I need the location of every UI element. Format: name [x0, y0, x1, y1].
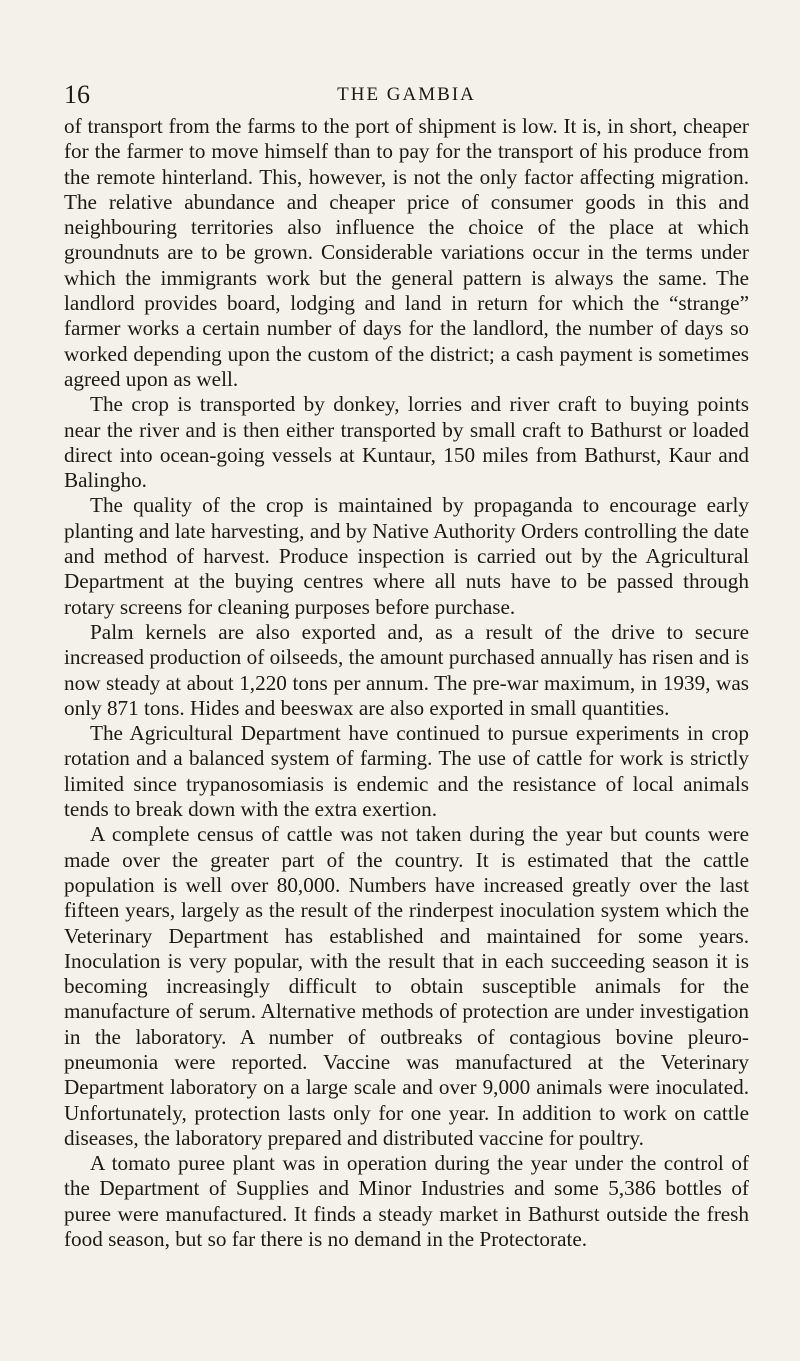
- body-text: [64, 114, 749, 1252]
- page-number: 16: [64, 80, 90, 109]
- running-head: [64, 80, 749, 110]
- paragraph-crop-transport: The crop is transported by donkey, lorries and river craft to buying points near the river and is then either transported by small craft to Bathurst or loaded direct into ocean-going vessels at Kuntaur, 150 miles from Bathurst, Kaur and Balingho.: [64, 392, 749, 493]
- running-title: THE GAMBIA: [337, 84, 476, 105]
- paragraph-continued: of transport from the farms to the port of shipment is low. It is, in short, cheaper for the farmer to move himself than to pay for the transport of his produce from the remote hinterland. This, however, is not the only factor affecting migration. The relative abundance and cheaper price of consumer goods in this and neighbouring territories also influence the choice of the place at which groundnuts are to be grown. Considerable variations occur in the terms under which the immigrants work but the general pattern is always the same. The landlord provides board, lodging and land in return for which the “strange” farmer works a certain number of days for the landlord, the number of days so worked depending upon the custom of the district; a cash payment is sometimes agreed upon as well.: [64, 114, 749, 391]
- paragraph-palm-kernels: Palm kernels are also exported and, as a result of the drive to secure increased production of oilseeds, the amount purchased annually has risen and is now steady at about 1,220 tons per annum. The pre-war maximum, in 1939, was only 871 tons. Hides and beeswax are also exported in small quantities.: [64, 619, 749, 720]
- paragraph-tomato-puree: A tomato puree plant was in operation during the year under the control of the Department of Supplies and Minor Industries and some 5,386 bottles of puree were manufactured. It finds a steady market in Bathurst outside the fresh food season, but so far there is no demand in the Protectorate.: [64, 1151, 749, 1252]
- paragraph-cattle-census: A complete census of cattle was not taken during the year but counts were made over the greater part of the country. It is estimated that the cattle population is well over 80,000. Numbers have increased greatly over the last fifteen years, largely as the result of the rinderpest inoculation system which the Veterinary Department has established and maintained for some years. Inoculation is very popular, with the result that in each succeeding season it is becoming increasingly difficult to obtain susceptible animals for the manufacture of serum. Alternative methods of protection are under investigation in the laboratory. A number of outbreaks of contagious bovine pleuro-pneumonia were reported. Vaccine was manufactured at the Veterinary Department laboratory on a large scale and over 9,000 animals were inoculated. Unfortunately, protection lasts only for one year. In addition to work on cattle diseases, the laboratory prepared and distributed vaccine for poultry.: [64, 822, 749, 1150]
- paragraph-agricultural-department: The Agricultural Department have continued to pursue experiments in crop rotation and a balanced system of farming. The use of cattle for work is strictly limited since trypanosomiasis is endemic and the resistance of local animals tends to break down with the extra exertion.: [64, 721, 749, 822]
- paragraph-crop-quality: The quality of the crop is maintained by propaganda to encourage early planting and late harvesting, and by Native Authority Orders controlling the date and method of harvest. Produce inspection is carried out by the Agricultural Department at the buying centres where all nuts have to be passed through rotary screens for cleaning purposes before purchase.: [64, 493, 749, 619]
